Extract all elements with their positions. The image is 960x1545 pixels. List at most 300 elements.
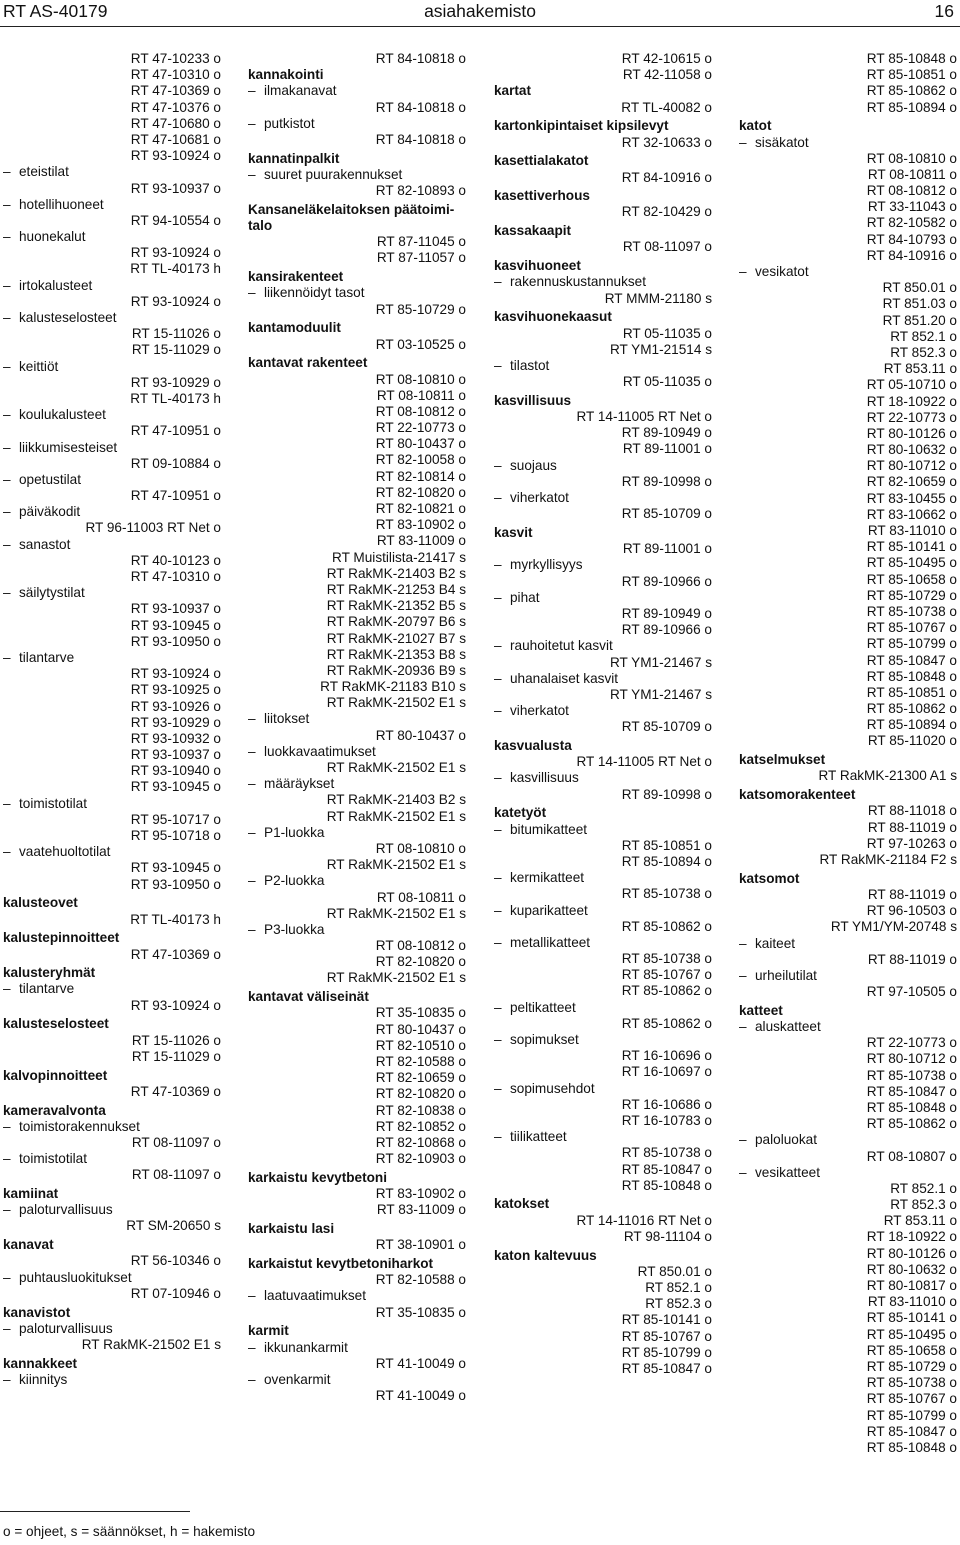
reference-code: RT 89-10998 o	[621, 473, 712, 489]
reference-code: RT 85-10799 o	[866, 636, 957, 652]
reference-code: RT 93-10945 o	[130, 860, 221, 876]
reference-code: RT 35-10835 o	[375, 1005, 466, 1021]
reference-code: RT 97-10505 o	[866, 984, 957, 1000]
index-heading: kalusteselosteet	[3, 1016, 109, 1032]
reference-code: RT 82-10868 o	[375, 1134, 466, 1150]
reference-code: RT 93-10937 o	[130, 601, 221, 617]
reference-code: RT 08-10812 o	[375, 938, 466, 954]
index-subentry: – tilantarve	[3, 650, 221, 666]
reference-code: RT 83-10902 o	[375, 1186, 466, 1202]
reference-code: RT 85-10848 o	[866, 1439, 957, 1455]
reference-code: RT 82-10429 o	[621, 204, 712, 220]
reference-code: RT 89-10949 o	[621, 425, 712, 441]
reference-code: RT TL-40173 h	[130, 261, 221, 277]
reference-code: RT 80-10437 o	[375, 436, 466, 452]
index-heading: Kansaneläkelaitoksen päätoimi-	[248, 201, 455, 217]
reference-code: RT 14-11005 RT Net o	[576, 409, 712, 425]
reference-code: RT 47-10233 o	[130, 51, 221, 66]
reference-code: RT 85-10738 o	[866, 1067, 957, 1083]
reference-code: RT 95-10718 o	[130, 828, 221, 843]
reference-code: RT 93-10924 o	[130, 245, 221, 261]
index-subentry: – keittiöt	[3, 359, 221, 375]
index-heading: kasvualusta	[494, 738, 572, 754]
reference-code: RT 850.01 o	[637, 1263, 712, 1279]
index-column-1	[3, 51, 221, 1388]
reference-code: RT 16-10697 o	[621, 1064, 712, 1080]
index-subentry: – pihat	[494, 590, 712, 606]
reference-code: RT 852.3 o	[890, 1197, 957, 1213]
reference-code: RT 47-10369 o	[130, 1083, 221, 1099]
reference-code: RT 88-11019 o	[867, 819, 957, 835]
reference-code: RT 05-11035 o	[622, 374, 712, 390]
index-subentry: – putkistot	[248, 116, 466, 132]
index-subentry: – paloluokat	[739, 1132, 957, 1148]
reference-code: RT 84-10818 o	[375, 99, 466, 115]
reference-code: RT RakMK-21403 B2 s	[326, 565, 466, 581]
index-heading: kansirakenteet	[248, 269, 344, 285]
index-heading: kantavat rakenteet	[248, 355, 368, 371]
reference-code: RT 22-10773 o	[866, 409, 957, 425]
reference-code: RT 85-10848 o	[866, 51, 957, 66]
reference-code: RT 88-11019 o	[867, 951, 957, 967]
index-subentry: – paloturvallisuus	[3, 1202, 221, 1218]
reference-code: RT 08-11097 o	[131, 1167, 221, 1183]
index-heading: kasvit	[494, 525, 533, 540]
reference-code: RT 93-10929 o	[130, 374, 221, 390]
section-title: asiahakemisto	[424, 1, 536, 21]
reference-code: RT 85-10862 o	[621, 918, 712, 934]
reference-code: RT 85-10658 o	[866, 1342, 957, 1358]
reference-code: RT RakMK-20936 B9 s	[326, 662, 466, 678]
index-subentry: – uhanalaiset kasvit	[494, 671, 712, 687]
reference-code: RT 42-11058 o	[622, 67, 712, 83]
reference-code: RT TL-40082 o	[621, 99, 712, 115]
reference-code: RT 82-10659 o	[866, 474, 957, 490]
page-header	[0, 0, 960, 24]
reference-code: RT 85-10894 o	[866, 99, 957, 115]
reference-code: RT SM-20650 s	[126, 1218, 221, 1234]
reference-code: RT 47-10681 o	[130, 131, 221, 147]
reference-code: RT 852.1 o	[890, 1180, 957, 1196]
index-subentry: – metallikatteet	[494, 935, 712, 951]
reference-code: RT 47-10369 o	[130, 946, 221, 962]
reference-code: RT 47-10376 o	[130, 99, 221, 115]
index-column-3	[494, 51, 712, 1377]
reference-code: RT RakMK-21184 F2 s	[819, 851, 957, 867]
reference-code: RT 07-10946 o	[130, 1285, 221, 1301]
index-heading: kannatinpalkit	[248, 150, 340, 166]
reference-code: RT YM1-21467 s	[609, 686, 712, 702]
reference-code: RT 18-10922 o	[866, 393, 957, 409]
reference-code: RT 85-10862 o	[866, 701, 957, 717]
index-heading: kalustepinnoitteet	[3, 930, 120, 946]
reference-code: RT 08-10811 o	[376, 387, 466, 403]
reference-code: RT 85-10848 o	[866, 668, 957, 684]
index-heading: kalusteovet	[3, 895, 78, 911]
index-subentry: – viherkatot	[494, 490, 712, 506]
index-heading: kamiinat	[3, 1186, 59, 1202]
reference-code: RT 93-10945 o	[130, 779, 221, 795]
reference-code: RT 85-10894 o	[866, 717, 957, 733]
index-heading: kassakaapit	[494, 223, 572, 239]
reference-code: RT RakMK-21502 E1 s	[326, 760, 466, 776]
reference-code: RT 85-10862 o	[621, 983, 712, 999]
reference-code: RT 82-10893 o	[375, 183, 466, 199]
reference-code: RT 83-11009 o	[376, 533, 466, 549]
reference-code: RT 85-10847 o	[621, 1161, 712, 1177]
index-subentry: – laatuvaatimukset	[248, 1288, 466, 1304]
reference-code: RT 83-10902 o	[375, 517, 466, 533]
index-subentry: – vesikatteet	[739, 1165, 957, 1181]
reference-code: RT 85-10495 o	[866, 1326, 957, 1342]
reference-code: RT 82-10820 o	[375, 1086, 466, 1102]
reference-code: RT 85-10141 o	[866, 539, 957, 555]
reference-code: RT 42-10615 o	[621, 51, 712, 66]
reference-code: RT YM1-21514 s	[609, 341, 712, 357]
reference-code: RT 93-10926 o	[130, 698, 221, 714]
index-subentry: – urheilutilat	[739, 968, 957, 984]
reference-code: RT 16-10783 o	[621, 1112, 712, 1128]
reference-code: RT 89-11001 o	[622, 441, 712, 457]
reference-code: RT 851.03 o	[882, 296, 957, 312]
index-subentry: – liikennöidyt tasot	[248, 285, 466, 301]
index-subentry: – kermikatteet	[494, 870, 712, 886]
index-heading: kannakointi	[248, 67, 324, 83]
index-subentry: – toimistotilat	[3, 796, 221, 812]
reference-code: RT 80-10126 o	[866, 1245, 957, 1261]
reference-code: RT RakMK-21502 E1 s	[326, 905, 466, 921]
reference-code: RT 85-10729 o	[866, 1358, 957, 1374]
reference-code: RT 47-10680 o	[130, 115, 221, 131]
reference-code: RT 94-10554 o	[130, 212, 221, 228]
index-subentry: – sopimusehdot	[494, 1081, 712, 1097]
reference-code: RT 85-10847 o	[866, 1083, 957, 1099]
reference-code: RT 85-10862 o	[866, 1116, 957, 1132]
reference-code: RT 08-11097 o	[131, 1134, 221, 1150]
reference-code: RT 852.1 o	[645, 1280, 712, 1295]
reference-code: RT 853.11 o	[883, 361, 957, 377]
reference-code: RT 82-10852 o	[375, 1118, 466, 1134]
reference-code: RT 15-11029 o	[131, 1048, 221, 1064]
reference-code: RT 85-10658 o	[866, 571, 957, 587]
reference-code: RT 32-10633 o	[621, 134, 712, 150]
reference-code: RT 96-11003 RT Net o	[85, 520, 221, 536]
reference-code: RT 08-10807 o	[866, 1148, 957, 1164]
reference-code: RT 82-10510 o	[375, 1037, 466, 1053]
reference-code: RT 82-10820 o	[375, 954, 466, 970]
reference-code: RT 16-10696 o	[621, 1048, 712, 1064]
index-heading: karmit	[248, 1323, 289, 1339]
index-subentry: – hotellihuoneet	[3, 197, 221, 213]
index-subentry: – paloturvallisuus	[3, 1321, 221, 1337]
reference-code: RT 85-10141 o	[866, 1310, 957, 1326]
reference-code: RT 83-10662 o	[866, 506, 957, 522]
reference-code: RT 47-10369 o	[130, 83, 221, 99]
index-subentry: – P1-luokka	[248, 825, 466, 841]
index-heading: katselmukset	[739, 752, 826, 768]
index-subentry: – rauhoitetut kasvit	[494, 638, 712, 654]
index-heading: karkaistu kevytbetoni	[248, 1169, 388, 1185]
reference-code: RT 82-10814 o	[375, 468, 466, 484]
reference-code: RT 95-10717 o	[130, 811, 221, 827]
reference-code: RT 82-10821 o	[375, 501, 466, 517]
reference-code: RT 33-11043 o	[867, 199, 957, 215]
reference-code: RT 85-10799 o	[866, 1407, 957, 1423]
reference-code: RT 14-11005 RT Net o	[576, 754, 712, 770]
index-subentry: – liikkumisesteiset	[3, 440, 221, 456]
reference-code: RT 85-10847 o	[866, 652, 957, 668]
index-heading: kantavat väliseinät	[248, 989, 369, 1005]
reference-code: RT RakMK-20797 B6 s	[326, 614, 466, 630]
reference-code: RT 82-10058 o	[375, 452, 466, 468]
reference-code: RT 80-10817 o	[866, 1278, 957, 1294]
reference-code: RT 80-10632 o	[866, 1261, 957, 1277]
reference-code: RT 850.01 o	[882, 280, 957, 296]
index-heading: kannakkeet	[3, 1355, 78, 1371]
index-subentry: – suojaus	[494, 458, 712, 474]
header-divider	[0, 26, 960, 27]
index-heading: kartat	[494, 83, 532, 99]
reference-code: RT 85-11020 o	[867, 733, 957, 749]
reference-code: RT 84-10916 o	[866, 247, 957, 263]
index-heading: karkaistut kevytbetoniharkot	[248, 1256, 434, 1272]
abbreviation-legend: o = ohjeet, s = säännökset, h = hakemisto	[3, 1524, 256, 1539]
index-subentry: – sopimukset	[494, 1032, 712, 1048]
reference-code: RT 83-11009 o	[376, 1202, 466, 1218]
reference-code: RT RakMK-21027 B7 s	[326, 630, 466, 646]
index-heading: katon kaltevuus	[494, 1247, 597, 1263]
reference-code: RT 80-10437 o	[375, 1021, 466, 1037]
index-subentry: – toimistotilat	[3, 1151, 221, 1167]
index-subentry: – sisäkatot	[739, 135, 957, 151]
index-subentry: – säilytystilat	[3, 585, 221, 601]
reference-code: RT 08-10811 o	[376, 889, 466, 905]
reference-code: RT 84-10818 o	[375, 131, 466, 147]
reference-code: RT 47-10310 o	[130, 67, 221, 83]
reference-code: RT 98-11104 o	[623, 1228, 712, 1244]
reference-code: RT 80-10437 o	[375, 727, 466, 743]
reference-code: RT 85-10851 o	[621, 837, 712, 853]
reference-code: RT 93-10925 o	[130, 682, 221, 698]
reference-code: RT 85-10847 o	[621, 1360, 712, 1376]
reference-code: RT 85-10729 o	[866, 587, 957, 603]
reference-code: RT YM1-21467 s	[609, 654, 712, 670]
footer-divider	[0, 1511, 190, 1512]
reference-code: RT RakMK-21403 B2 s	[326, 792, 466, 808]
reference-code: RT 82-10588 o	[375, 1054, 466, 1069]
reference-code: RT 85-10738 o	[866, 1375, 957, 1391]
reference-code: RT 08-10810 o	[375, 840, 466, 856]
reference-code: RT 41-10049 o	[375, 1388, 466, 1404]
index-heading: katetyöt	[494, 805, 547, 821]
reference-code: RT 93-10924 o	[130, 148, 221, 164]
reference-code: RT RakMK-21502 E1 s	[326, 808, 466, 824]
index-heading: kanavat	[3, 1237, 54, 1253]
reference-code: RT 93-10932 o	[130, 730, 221, 746]
reference-code: RT 85-10709 o	[621, 506, 712, 522]
reference-code: RT 82-10903 o	[375, 1151, 466, 1167]
index-subentry: – luokkavaatimukset	[248, 744, 466, 760]
reference-code: RT 40-10123 o	[130, 552, 221, 568]
reference-code: RT 85-10848 o	[621, 1177, 712, 1193]
reference-code: RT 93-10924 o	[130, 293, 221, 309]
reference-code: RT 89-10966 o	[621, 573, 712, 589]
index-subentry: – vesikatot	[739, 264, 957, 280]
reference-code: RT 08-10810 o	[375, 371, 466, 387]
reference-code: RT 85-10729 o	[375, 301, 466, 317]
reference-code: RT 87-11057 o	[376, 250, 466, 266]
index-subentry: – kuparikatteet	[494, 903, 712, 919]
reference-code: RT 05-11035 o	[622, 325, 712, 341]
index-heading: kanavistot	[3, 1304, 71, 1320]
reference-code: RT 22-10773 o	[866, 1035, 957, 1051]
reference-code: RT 85-10738 o	[621, 951, 712, 967]
reference-code: RT TL-40173 h	[130, 911, 221, 927]
page-number: 16	[934, 1, 954, 21]
reference-code: RT 41-10049 o	[375, 1355, 466, 1371]
index-subentry: – P2-luokka	[248, 873, 466, 889]
reference-code: RT 47-10310 o	[130, 569, 221, 584]
reference-code: RT 09-10884 o	[130, 455, 221, 471]
reference-code: RT YM1/YM-20748 s	[830, 919, 957, 935]
reference-code: RT 82-10582 o	[866, 215, 957, 231]
index-subentry: – peltikatteet	[494, 1000, 712, 1016]
index-subentry: – tiilikatteet	[494, 1129, 712, 1145]
reference-code: RT 96-10503 o	[866, 903, 957, 919]
reference-code: RT 83-10455 o	[866, 490, 957, 506]
reference-code: RT 05-10710 o	[866, 377, 957, 393]
reference-code: RT 851.20 o	[882, 312, 957, 328]
index-heading: kasettialakatot	[494, 153, 589, 169]
reference-code: RT 16-10686 o	[621, 1096, 712, 1112]
index-heading: karkaistu lasi	[248, 1221, 335, 1237]
reference-code: RT Muistilista-21417 s	[332, 549, 466, 565]
index-subentry: – bitumikatteet	[494, 822, 712, 838]
reference-code: RT 89-10998 o	[621, 786, 712, 802]
index-subentry: – kiinnitys	[3, 1372, 221, 1388]
index-heading: kasvillisuus	[494, 392, 572, 408]
reference-code: RT RakMK-21253 B4 s	[326, 581, 466, 597]
index-heading: kasvihuoneet	[494, 258, 581, 274]
index-subentry: – tilastot	[494, 358, 712, 374]
index-column-4	[739, 51, 957, 1456]
reference-code: RT 87-11045 o	[376, 234, 466, 250]
reference-code: RT 93-10950 o	[130, 633, 221, 649]
index-subentry: – aluskatteet	[739, 1019, 957, 1035]
reference-code: RT 85-10495 o	[866, 555, 957, 571]
index-subentry: – liitokset	[248, 711, 466, 727]
index-subentry: – P3-luokka	[248, 922, 466, 938]
index-column-2	[248, 51, 466, 1404]
reference-code: RT 85-10738 o	[866, 603, 957, 619]
reference-code: RT 93-10940 o	[130, 763, 221, 779]
index-heading: katokset	[494, 1196, 550, 1212]
reference-code: RT 38-10901 o	[375, 1237, 466, 1253]
reference-code: RT 93-10937 o	[130, 747, 221, 763]
reference-code: RT 08-10812 o	[866, 183, 957, 199]
reference-code: RT 08-10810 o	[866, 150, 957, 166]
reference-code: RT 93-10924 o	[130, 666, 221, 682]
reference-code: RT 93-10924 o	[130, 997, 221, 1013]
index-heading: kasvihuonekaasut	[494, 309, 612, 325]
index-subentry: – kaiteet	[739, 936, 957, 952]
reference-code: RT 82-10659 o	[375, 1070, 466, 1086]
reference-code: RT RakMK-21502 E1 s	[326, 970, 466, 986]
reference-code: RT 47-10951 o	[130, 423, 221, 439]
reference-code: RT 56-10346 o	[130, 1253, 221, 1269]
index-heading: kameravalvonta	[3, 1102, 106, 1118]
reference-code: RT 82-10838 o	[375, 1102, 466, 1118]
reference-code: RT 83-11010 o	[867, 523, 957, 539]
reference-code: RT 93-10945 o	[130, 617, 221, 633]
reference-code: RT 08-10811 o	[867, 166, 957, 182]
index-subentry: – viherkatot	[494, 703, 712, 719]
index-subentry: – kalusteselosteet	[3, 310, 221, 326]
reference-code: RT 47-10951 o	[130, 488, 221, 504]
index-subentry: – opetustilat	[3, 472, 221, 488]
reference-code: RT 18-10922 o	[866, 1229, 957, 1245]
index-heading: katot	[739, 118, 772, 134]
reference-code: RT 85-10851 o	[866, 684, 957, 700]
reference-code: RT 08-11097 o	[622, 239, 712, 255]
reference-code: RT 03-10525 o	[375, 336, 466, 352]
index-subentry: – rakennuskustannukset	[494, 274, 712, 290]
reference-code: RT 85-10767 o	[621, 1328, 712, 1344]
index-subentry: – toimistorakennukset	[3, 1119, 221, 1135]
reference-code: RT RakMK-21352 B5 s	[326, 598, 466, 614]
reference-code: RT 85-10799 o	[621, 1344, 712, 1360]
reference-code: RT 83-11010 o	[867, 1294, 957, 1310]
reference-code: RT 85-10862 o	[621, 1015, 712, 1031]
reference-code: RT 85-10848 o	[866, 1099, 957, 1115]
index-subentry: – päiväkodit	[3, 504, 221, 520]
reference-code: RT 89-10949 o	[621, 605, 712, 621]
reference-code: RT RakMK-21502 E1 s	[326, 695, 466, 711]
reference-code: RT 08-10812 o	[375, 403, 466, 419]
reference-code: RT 82-10820 o	[375, 484, 466, 500]
index-subentry: – huonekalut	[3, 229, 221, 245]
index-subentry: – eteistilat	[3, 164, 221, 180]
reference-code: RT 35-10835 o	[375, 1304, 466, 1320]
reference-code: RT 15-11026 o	[131, 326, 221, 342]
reference-code: RT 80-10632 o	[866, 442, 957, 458]
reference-code: RT 85-10767 o	[866, 1391, 957, 1407]
index-subentry: – irtokalusteet	[3, 278, 221, 294]
index-subentry: – vaatehuoltotilat	[3, 844, 221, 860]
reference-code: RT 80-10712 o	[866, 1051, 957, 1067]
index-subentry: – tilantarve	[3, 981, 221, 997]
index-heading: katsomot	[739, 870, 800, 886]
index-subentry: – koulukalusteet	[3, 407, 221, 423]
reference-code: RT 89-11001 o	[622, 541, 712, 557]
reference-code: RT 97-10263 o	[866, 835, 957, 851]
reference-code: RT 85-10767 o	[621, 967, 712, 983]
reference-code: RT MMM-21180 s	[604, 290, 712, 306]
reference-code: RT 85-10847 o	[866, 1423, 957, 1439]
reference-code: RT 85-10851 o	[866, 67, 957, 83]
reference-code: RT 88-11018 o	[867, 803, 957, 819]
reference-code: RT 89-10966 o	[621, 622, 712, 638]
reference-code: RT RakMK-21300 A1 s	[818, 768, 957, 784]
index-heading: kantamoduulit	[248, 320, 341, 336]
reference-code: RT 22-10773 o	[375, 420, 466, 436]
index-subentry: – puhtausluokitukset	[3, 1270, 221, 1286]
reference-code: RT RakMK-21502 E1 s	[81, 1336, 221, 1352]
reference-code: RT 852.3 o	[890, 344, 957, 360]
reference-code: RT 84-10818 o	[375, 51, 466, 66]
reference-code: RT 80-10712 o	[866, 458, 957, 474]
reference-code: RT RakMK-21502 E1 s	[326, 857, 466, 873]
